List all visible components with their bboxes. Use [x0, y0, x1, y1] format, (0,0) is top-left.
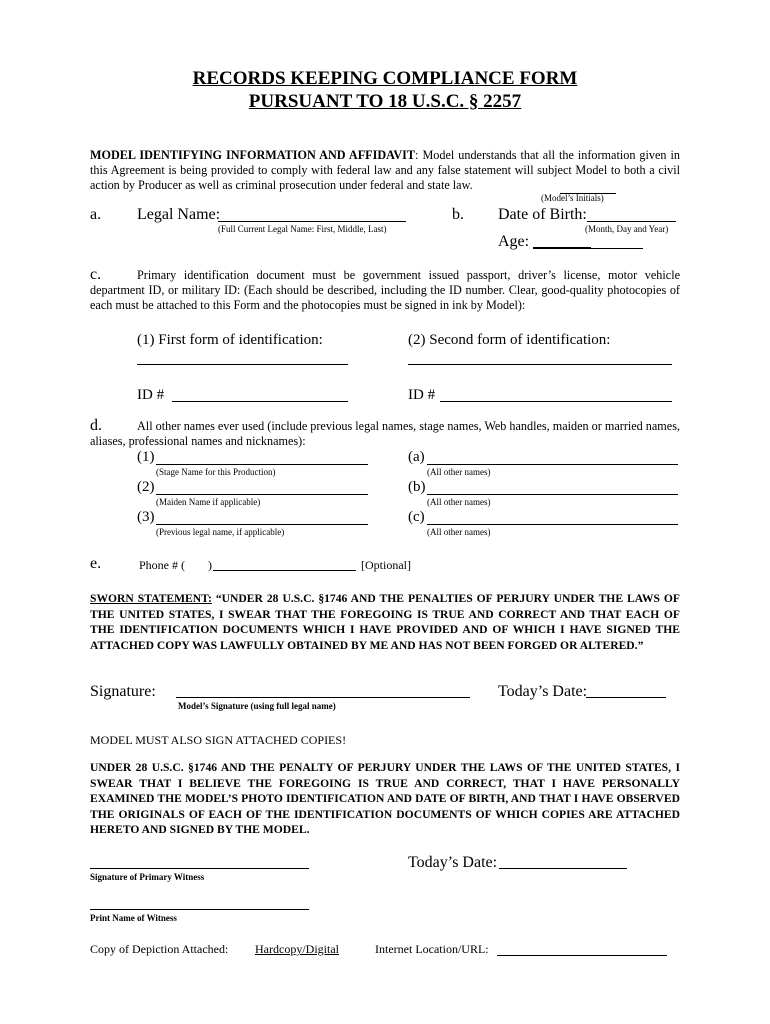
other-name-2-num: (2)	[137, 479, 155, 495]
sworn-text: “UNDER 28 U.S.C. §1746 AND THE PENALTIES OF PERJURY UNDER THE LAWS OF THE UNITED STATES, I SWEAR THAT THE FOREGOING IS TRUE AND CORRECT AND THAT EACH OF THE IDENTIFICATION DOCUMENTS WHICH I HAVE PROVIDED AND OF WHICH I HAVE SIGNED THE ATTACHED COPY WAS LAWFULLY OBTAINED BY ME AND HAS NOT BEEN FORGED OR ALTERED.”	[90, 592, 680, 652]
witness-print-name-caption: Print Name of Witness	[90, 913, 177, 923]
other-name-3-caption: (Previous legal name, if applicable)	[156, 527, 285, 537]
section-e-letter: e.	[90, 555, 102, 572]
other-name-3-num: (3)	[137, 509, 155, 525]
other-name-3-field[interactable]	[156, 524, 368, 525]
other-name-c-caption: (All other names)	[427, 527, 491, 537]
id2-label: ID #	[408, 387, 436, 403]
internet-url-field[interactable]	[497, 955, 667, 956]
other-name-1-num: (1)	[137, 449, 155, 465]
other-name-2-field[interactable]	[156, 494, 368, 495]
other-name-1-caption: (Stage Name for this Production)	[156, 467, 276, 477]
first-id-label: (1) First form of identification:	[137, 332, 323, 348]
other-name-a-field[interactable]	[427, 464, 678, 465]
phone-paren: )	[208, 558, 212, 572]
section-c-text: Primary identification document must be government issued passport, driver’s license, motor vehicle department ID, or military ID: (Each should be described, including the ID number. Clear, good-quality photocopies of each must be attached to this Form and the photocopies must be signed in ink by Model):	[90, 268, 680, 312]
witness-signature-field[interactable]	[90, 868, 309, 869]
other-name-c-field[interactable]	[427, 524, 678, 525]
internet-url-label: Internet Location/URL:	[375, 942, 489, 956]
copy-depiction-value[interactable]: Hardcopy/Digital	[255, 942, 339, 956]
second-id-field[interactable]	[408, 364, 672, 365]
other-name-c-num: (c)	[408, 509, 425, 525]
model-signature-field[interactable]	[176, 697, 470, 698]
witness-date-field[interactable]	[499, 868, 627, 869]
phone-optional: [Optional]	[361, 558, 411, 572]
signature-caption: Model’s Signature (using full legal name)	[178, 701, 336, 711]
sworn-heading: SWORN STATEMENT:	[90, 592, 212, 605]
section-b-letter: b.	[452, 206, 464, 223]
intro-heading: MODEL IDENTIFYING INFORMATION AND AFFIDAVIT	[90, 148, 416, 162]
section-a-letter: a.	[90, 206, 102, 223]
witness-statement: UNDER 28 U.S.C. §1746 AND THE PENALTY OF PERJURY UNDER THE LAWS OF THE UNITED STATES, I SWEAR THAT I BELIEVE THE FOREGOING IS TRUE AND CORRECT, THAT I HAVE PERSONALLY EXAMINED THE MODEL’S PHOTO IDENTIFICATION AND DATE OF BIRTH, AND THAT I HAVE OBSERVED THE ORIGINALS OF EACH OF THE IDENTIFICATION DOCUMENTS OF WHICH COPIES ARE ATTACHED HERETO AND SIGNED BY THE MODEL.	[90, 761, 680, 836]
other-name-a-num: (a)	[408, 449, 425, 465]
initials-caption: (Model’s Initials)	[541, 193, 604, 203]
intro-text: : Model understands that all the information given in this Agreement is being provided to comply with federal law and any false statement will subject Model to both a civil action by Producer as well as criminal prosecution under federal and state law.	[90, 148, 680, 192]
second-id-label: (2) Second form of identification:	[408, 332, 611, 348]
other-name-b-num: (b)	[408, 479, 426, 495]
dob-field[interactable]	[587, 221, 676, 222]
other-name-1-field[interactable]	[156, 464, 368, 465]
id2-field[interactable]	[440, 401, 672, 402]
id1-field[interactable]	[172, 401, 348, 402]
age-label: Age:	[498, 233, 530, 250]
other-name-a-caption: (All other names)	[427, 467, 491, 477]
phone-field[interactable]	[213, 570, 356, 571]
witness-date-label: Today’s Date:	[408, 854, 498, 871]
copy-depiction-label: Copy of Depiction Attached:	[90, 942, 229, 956]
witness-signature-caption: Signature of Primary Witness	[90, 872, 205, 882]
signature-label: Signature:	[90, 683, 156, 700]
signature-date-label: Today’s Date:	[498, 683, 588, 700]
legal-name-label: Legal Name:	[137, 206, 221, 223]
other-name-b-caption: (All other names)	[427, 497, 491, 507]
witness-print-name-field[interactable]	[90, 909, 309, 910]
other-name-2-caption: (Maiden Name if applicable)	[156, 497, 261, 507]
signature-date-field[interactable]	[586, 697, 666, 698]
age-field[interactable]	[533, 247, 591, 249]
legal-name-caption: (Full Current Legal Name: First, Middle, Last)	[218, 224, 387, 234]
age-field-ext	[591, 248, 643, 249]
dob-label: Date of Birth:	[498, 206, 587, 223]
legal-name-field[interactable]	[218, 221, 406, 222]
section-d-letter: d.	[90, 417, 102, 434]
form-title-line1: RECORDS KEEPING COMPLIANCE FORM	[192, 68, 578, 89]
other-name-b-field[interactable]	[427, 494, 678, 495]
section-d-text: All other names ever used (include previous legal names, stage names, Web handles, maiden or married names, aliases, professional names and nicknames):	[90, 419, 680, 448]
form-title-line2: PURSUANT TO 18 U.S.C. § 2257	[248, 91, 522, 112]
phone-label: Phone # (	[139, 558, 185, 572]
intro-paragraph	[90, 148, 680, 193]
sworn-statement	[90, 591, 680, 653]
first-id-field[interactable]	[137, 364, 348, 365]
id1-label: ID #	[137, 387, 165, 403]
must-sign-notice: MODEL MUST ALSO SIGN ATTACHED COPIES!	[90, 733, 347, 747]
section-c-letter: c.	[90, 266, 102, 283]
dob-caption: (Month, Day and Year)	[585, 224, 669, 234]
